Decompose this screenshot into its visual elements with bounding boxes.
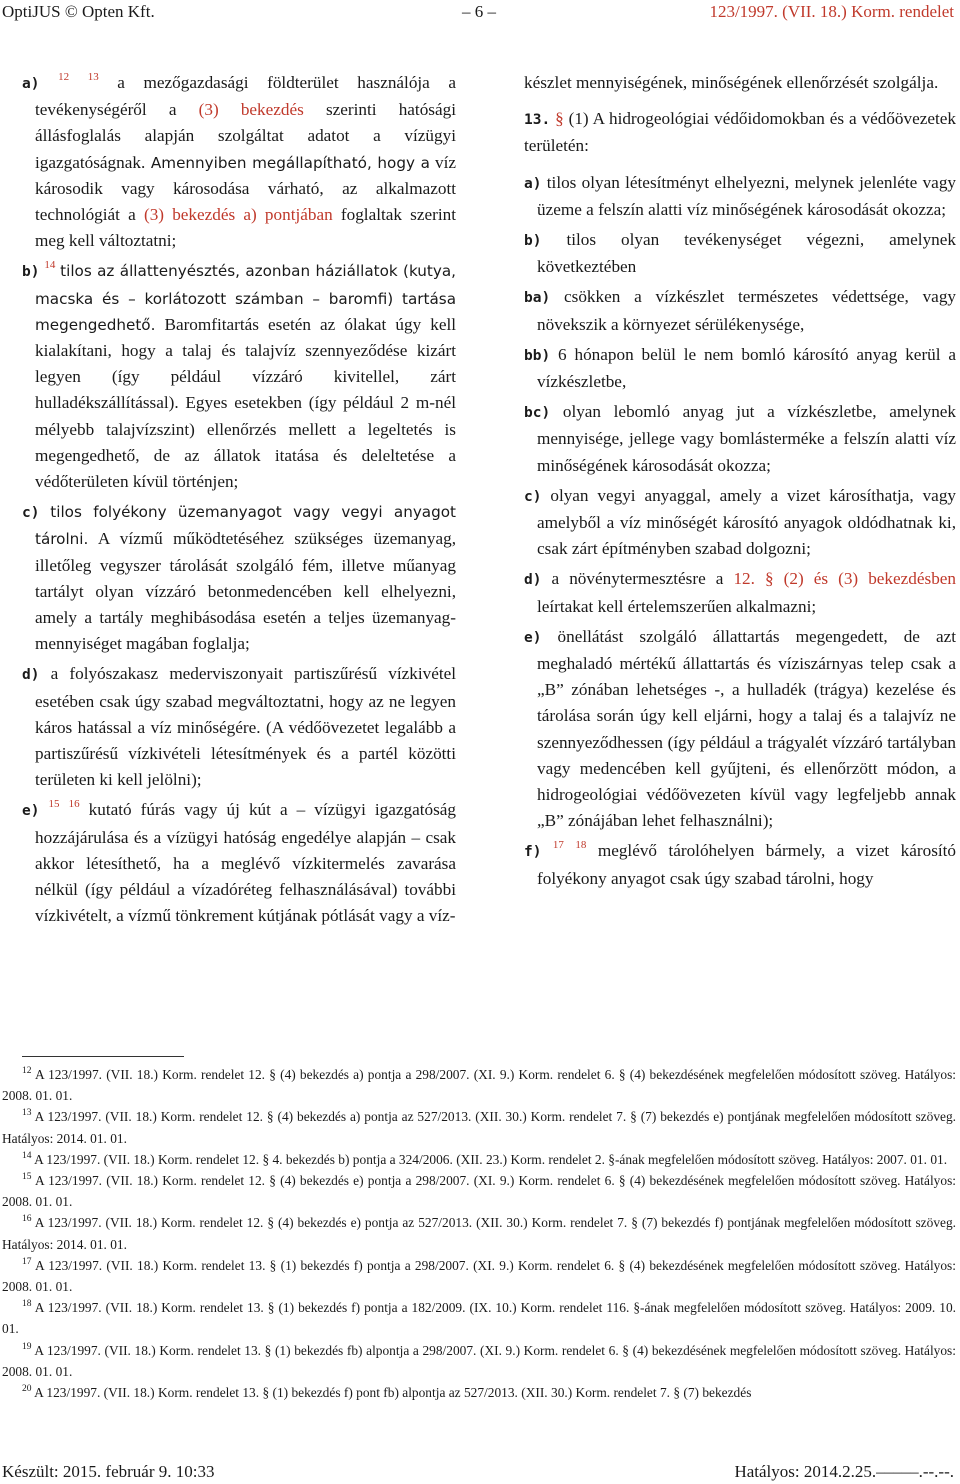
item-label: b): [22, 264, 40, 281]
footnote-ref[interactable]: 15: [48, 798, 60, 811]
footnote: [2, 1382, 956, 1403]
list-item-e: [22, 797, 456, 929]
list-item-a: [22, 70, 456, 254]
page-footer: [0, 1460, 960, 1484]
list-item-bb: [524, 342, 956, 395]
footnote-number: 19: [22, 1341, 32, 1352]
footnote-ref[interactable]: 13: [87, 71, 99, 83]
item-text: csökken a vízkészlet természetes védettsége, vagy növekszik a környezet sérülékenysége,: [537, 287, 957, 334]
footnote-number: 20: [22, 1384, 32, 1395]
item-text: önellátást szolgáló állattartás megengedett, de azt meghaladó mértékű állattartás és víziszárnyas telep csak a „B” zónában lehetséges -, a hulladék (trágya) kezelése és tárolása során úgy kell eljárni, hogy a talaj és a talajvíz ne szennyeződhessen (így például a trágyalét vízzáró tartályban vagy medencében kell gyűjteni, és ellenőrzött módon, a hidrogeológiai védőövezeten kívül vagy legfeljebb annak „B” zónájában lehet felhasználni);: [537, 626, 957, 831]
footnote: [2, 1255, 956, 1297]
list-item-a: [524, 170, 956, 223]
footer-effective: Hatályos: 2014.2.25.–––––.--.--.: [734, 1462, 954, 1481]
footnote-text: A 123/1997. (VII. 18.) Korm. rendelet 12. § (4) bekezdés a) pontja a 298/2007. (XI. 9.) Korm. rendelet 6. § (4) bekezdésének megfelelően módosított szöveg. Hatályos: 2008. 01. 01.: [2, 1067, 956, 1104]
list-item-b: [524, 227, 956, 280]
item-label: bc): [524, 405, 551, 422]
list-item-ba: [524, 284, 956, 337]
item-text: A vízmű működtetéséhez szükséges üzemanyag, illetőleg vegyszer tárolását szolgáló fém, illetve műanyag tartályt olyan vízzáró betonmedencében kell elhelyezni, amely a tartály meghibásodása esetén a teljes üzemanyag-mennyiséget magában foglalja;: [35, 529, 456, 654]
footnote-text: A 123/1997. (VII. 18.) Korm. rendelet 12. § (4) bekezdés e) pontja a 298/2007. (XI. 9.) Korm. rendelet 6. § (4) bekezdésének megfelelően módosított szöveg. Hatályos: 2008. 01. 01.: [2, 1173, 956, 1210]
section-sign-link[interactable]: §: [555, 109, 564, 129]
list-item-d: [22, 661, 456, 793]
cross-reference-link[interactable]: (3) bekezdés a) pontjában: [143, 205, 333, 225]
cross-reference-link[interactable]: (3) bekezdés: [198, 100, 304, 120]
continuation-text: készlet mennyiségének, minőségének ellenőrzését szolgálja.: [524, 73, 939, 92]
footnote-number: 18: [22, 1299, 32, 1310]
footnote: [2, 1064, 956, 1106]
item-text: a folyószakasz mederviszonyait partiszűrésű vízkivétel esetében csak úgy szabad megváltoztatni, hogy az ne legyen káros hatással a víz minőségére. (A védőövezetet legalább a partiszűrésű vízkivételi létesítmények és a partél közötti területen ki kell jelölni);: [35, 664, 457, 790]
header-publisher: OptiJUS © Opten Kft.: [2, 2, 155, 21]
footnote-number: 17: [22, 1256, 32, 1267]
footnotes: [2, 1064, 956, 1403]
footnote: [2, 1340, 956, 1382]
left-column: [22, 70, 456, 934]
item-label: ba): [524, 290, 551, 307]
item-text: leírtakat kell értelemszerűen alkalmazni;: [537, 596, 817, 616]
item-text: foglaltak szerint meg kell változtatni;: [35, 205, 456, 251]
header-page-number: – 6 –: [462, 2, 496, 21]
footnote: [2, 1170, 956, 1212]
footnote-number: 15: [22, 1172, 32, 1183]
footnote-divider: [22, 1056, 184, 1057]
footnote: [2, 1149, 956, 1170]
footnote: [2, 1212, 956, 1254]
footnote-number: 14: [22, 1150, 32, 1161]
item-text: 6 hónapon belül le nem bomló károsító anyag kerül a vízkészletbe,: [537, 344, 956, 392]
footnote-text: A 123/1997. (VII. 18.) Korm. rendelet 13. § (1) bekezdés f) pontja a 182/2009. (IX. 10.) Korm. rendelet 116. §-ának megfelelően módosított szöveg. Hatályos: 2009. 10. 01.: [2, 1300, 957, 1337]
footnote-text: A 123/1997. (VII. 18.) Korm. rendelet 12. § 4. bekezdés b) pontja a 324/2006. (XII. 23.) Korm. rendelet 2. §-ának megfelelően módosított szöveg. Hatályos: 2007. 01. 01.: [34, 1151, 948, 1167]
footnote-ref[interactable]: 18: [575, 839, 587, 852]
item-label: e): [22, 803, 40, 820]
list-item-b: [22, 258, 456, 495]
footnote-ref[interactable]: 16: [68, 798, 80, 811]
footnote-text: A 123/1997. (VII. 18.) Korm. rendelet 13. § (1) bekezdés fb) alpontja a 298/2007. (XI. 9.) Korm. rendelet 6. § (4) bekezdésének megfelelően módosított szöveg. Hatályos: 2008. 01. 01.: [2, 1342, 956, 1379]
footnote-ref[interactable]: 17: [552, 839, 564, 852]
footer-created: Készült: 2015. február 9. 10:33: [2, 1462, 215, 1481]
item-label: b): [524, 233, 542, 250]
item-text-sans: tilos folyékony üzemanyagot vagy vegyi anyagot tárolni.: [35, 503, 457, 549]
list-item-f: [524, 838, 956, 891]
footnote-number: 12: [22, 1066, 32, 1076]
footnote-ref[interactable]: 14: [44, 259, 56, 272]
item-label: c): [22, 505, 40, 522]
list-item-c: [524, 483, 956, 563]
page-header: [0, 0, 960, 24]
header-document-title[interactable]: 123/1997. (VII. 18.) Korm. rendelet: [709, 2, 954, 21]
item-text: Baromfitartás esetén az ólakat úgy kell kialakítani, hogy a talaj és talajvíz szennyeződése kizárt legyen (így például vízzáró kivitellel, zárt hulladékszállítással). Egyes esetekben (így például 2 m-nél mélyebb talajvízszint) ellenőrzés mellett a legeltetés is megengedhető, de az állatok itatása és deleltetése a védőterületen kívül történjen;: [35, 314, 456, 492]
item-label: c): [524, 488, 542, 505]
item-text-sans: Amennyiben megállapítható, hogy a: [145, 153, 430, 172]
footnote-text: A 123/1997. (VII. 18.) Korm. rendelet 12. § (4) bekezdés e) pontja az 527/2013. (XII. 30.) Korm. rendelet 7. § (7) bekezdés f) pontjának megfelelően módosított szöveg. Hatályos: 2014. 01. 01.: [2, 1215, 956, 1252]
item-text: olyan lebomló anyag jut a vízkészletbe, amelynek mennyisége, jellege vagy bomlásterméke a felszín alatti víz minőségének károsodását okozza;: [537, 402, 957, 475]
footnote-text: A 123/1997. (VII. 18.) Korm. rendelet 13. § (1) bekezdés f) pont fb) alpontja az 527/2013. (XII. 30.) Korm. rendelet 7. § (7) bekezdés: [34, 1385, 752, 1401]
item-text: víz károsodik vagy károsodása várható, az alkalmazott technológiát a: [35, 152, 456, 225]
list-item-c: [22, 499, 456, 657]
section-text: (1) A hidrogeológiai védőidomokban és a védőövezetek területén:: [524, 109, 956, 156]
footnote: [2, 1297, 956, 1339]
item-label: f): [524, 844, 542, 861]
item-label: bb): [524, 347, 551, 364]
item-text: szerinti hatósági állásfoglalás alapján szolgáltat adatot a vízügyi igazgatóságnak.: [35, 100, 456, 172]
cross-reference-link[interactable]: 12. § (2) és (3) bekezdésben: [733, 569, 957, 589]
item-text: a növénytermesztésre a: [551, 569, 734, 589]
section-number: 13.: [524, 112, 551, 129]
right-column: [524, 70, 956, 896]
section-13-intro: [524, 106, 956, 159]
item-label: e): [524, 629, 542, 646]
item-label: d): [524, 572, 542, 589]
item-text: tilos olyan tevékenységet végezni, amelynek következtében: [537, 230, 956, 277]
list-item-d: [524, 566, 956, 619]
item-text: meglévő tárolóhelyen bármely, a vizet károsító folyékony anyagot csak úgy szabad tárolni, hogy: [537, 841, 957, 888]
item-label: a): [22, 76, 40, 92]
item-text: a mezőgazdasági földterület használója a tevékenységéről a: [35, 73, 457, 120]
item-text-sans: tilos az állattenyésztés, azonban háziállatok (kutya, macska és – korlátozott számban – baromfi) tartása megengedhető.: [35, 262, 457, 334]
item-text: olyan vegyi anyaggal, amely a vizet károsíthatja, vagy amelyből a víz minőségét károsító anyagok oldódhatnak ki, csak zárt építményben szabad dolgozni;: [537, 485, 957, 559]
item-text: tilos olyan létesítményt elhelyezni, melynek jelenléte vagy üzeme a felszín alatti víz minőségének károsodását okozza;: [537, 172, 957, 219]
footnote-ref[interactable]: 12: [58, 71, 70, 83]
item-label: a): [524, 175, 542, 192]
list-item-e: [524, 624, 956, 835]
footnote-number: 13: [22, 1108, 32, 1119]
item-text: kutató fúrás vagy új kút a – vízügyi igazgatóság hozzájárulása és a vízügyi hatóság engedélye alapján – csak akkor létesíthető, ha a meglévő vízkitermelés zavarása nélkül (így például a vízadóréteg felhasználásával) további vízkivételt, a vízmű tönkrement kútjának pótlását vagy a víz-: [35, 800, 457, 926]
footnote: [2, 1106, 956, 1148]
item-label: d): [22, 667, 40, 684]
footnote-text: A 123/1997. (VII. 18.) Korm. rendelet 13. § (1) bekezdés f) pontja a 298/2007. (XI. 9.) Korm. rendelet 6. § (4) bekezdésének megfelelően módosított szöveg. Hatályos: 2008. 01. 01.: [2, 1257, 956, 1295]
footnote-text: A 123/1997. (VII. 18.) Korm. rendelet 12. § (4) bekezdés a) pontja az 527/2013. (XII. 30.) Korm. rendelet 7. § (7) bekezdés e) pontjának megfelelően módosított szöveg. Hatályos: 2014. 01. 01.: [2, 1109, 957, 1146]
footnote-number: 16: [22, 1214, 32, 1225]
list-item-bc: [524, 399, 956, 479]
